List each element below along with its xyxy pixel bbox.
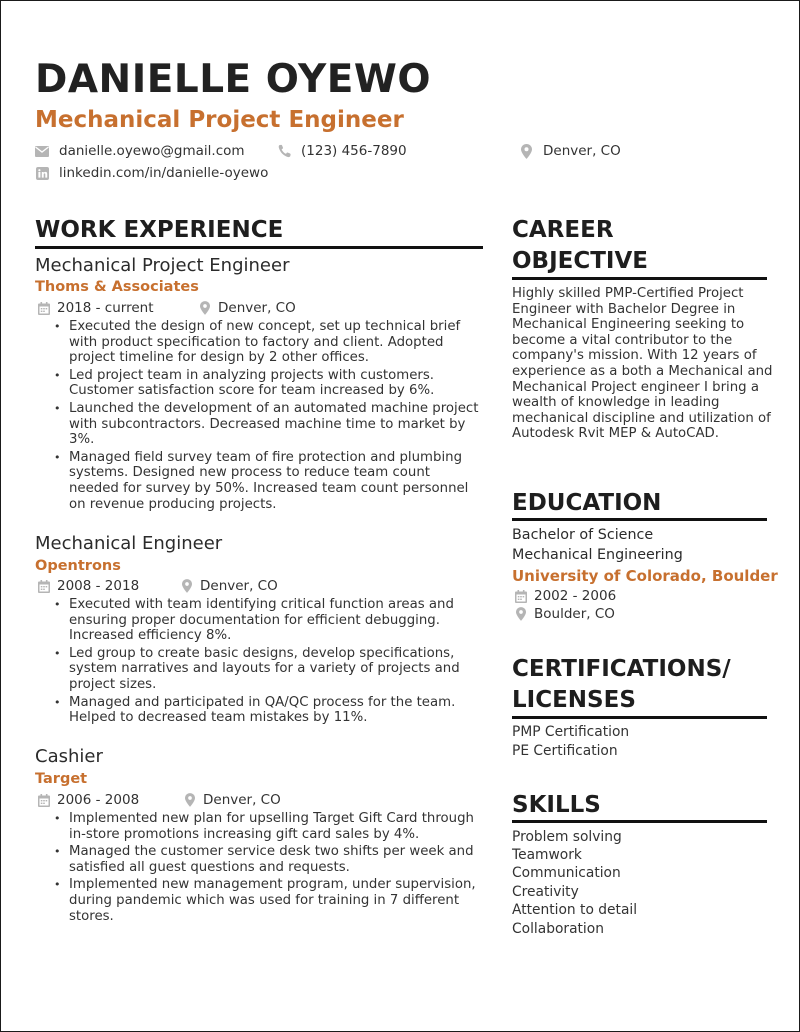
job-location-text: Denver, CO [200,578,278,594]
certifications-heading [512,654,731,716]
location-text: Denver, CO [543,143,621,159]
career-objective-divider [512,277,767,280]
skills-divider [512,820,767,823]
list-item: • Managed and participated in QA/QC process for the team. Helped to decreased team mistakes by 11%. [53,695,483,726]
list-item: • Implemented new management program, under supervision, during pandemic which was used for training in 7 different stores. [53,877,483,924]
skills-heading: SKILLS [512,792,601,818]
job-bullets [53,319,483,514]
calendar-icon [37,794,50,807]
certification-item: PMP Certification [512,724,630,740]
email-text: danielle.oyewo@gmail.com [59,143,245,159]
contact-email[interactable] [35,143,245,159]
objective-text: Highly skilled PMP-Certified Project Engineer with Bachelor Degree in Mechanical Engineering seeking to become a vital contributor to the company's mission. With 12 years of experience as a both a Mechanical and Mechanical Project engineer I bring a wealth of knowledge in leading mechanical discipline and utilization of Autodesk Rvit MEP & AutoCAD. [512,286,773,442]
job-dates [37,300,154,316]
job-bullets [53,811,483,926]
candidate-name: DANIELLE OYEWO [35,57,432,102]
job-company: Opentrons [35,558,121,574]
calendar-icon [37,302,50,315]
map-pin-icon [519,144,533,158]
education-location [514,606,615,622]
education-field: Mechanical Engineering [512,547,683,563]
certification-item: PE Certification [512,743,618,759]
map-pin-icon [183,794,196,807]
linkedin-icon [35,166,49,180]
work-experience-divider [35,246,483,249]
contact-phone[interactable] [277,143,407,159]
job-location-text: Denver, CO [203,792,281,808]
linkedin-text: linkedin.com/in/danielle-oyewo [59,165,269,181]
skill-item: Creativity [512,884,579,900]
job-title: Cashier [35,746,103,767]
certifications-divider [512,716,767,719]
job-dates [37,578,139,594]
education-divider [512,518,767,521]
job-company: Thoms & Associates [35,279,199,295]
education-dates [514,588,616,604]
contact-linkedin[interactable] [35,165,268,181]
skill-item: Communication [512,865,621,881]
job-dates-text: 2008 - 2018 [57,578,140,594]
envelope-icon [35,144,49,158]
skill-item: Problem solving [512,829,622,845]
heading-line: CAREER [512,217,614,243]
skill-item: Collaboration [512,921,604,937]
career-objective-heading [512,215,648,277]
education-degree: Bachelor of Science [512,527,654,543]
list-item: • Implemented new plan for upselling Target Gift Card through in-store promotions increasing gift card sales by 4%. [53,811,483,842]
list-item: • Executed with team identifying critical function areas and ensuring proper documentation for efficient debugging. Increased efficiency 8%. [53,597,483,644]
phone-icon [277,144,291,158]
candidate-title: Mechanical Project Engineer [35,107,404,133]
education-school: University of Colorado, Boulder [512,567,778,585]
list-item: • Led project team in analyzing projects with customers. Customer satisfaction score for team increased by 6%. [53,368,483,399]
job-bullets [53,597,483,728]
heading-line: CERTIFICATIONS/ [512,656,731,682]
job-title: Mechanical Project Engineer [35,255,290,276]
job-location-text: Denver, CO [218,300,296,316]
job-dates-text: 2006 - 2008 [57,792,140,808]
map-pin-icon [198,302,211,315]
job-location [198,300,296,316]
education-location-text: Boulder, CO [534,606,615,622]
job-company: Target [35,771,88,787]
job-title: Mechanical Engineer [35,533,223,554]
calendar-icon [514,590,527,603]
heading-line: LICENSES [512,687,636,713]
map-pin-icon [180,580,193,593]
list-item: • Managed the customer service desk two shifts per week and satisfied all guest questions and requests. [53,844,483,875]
list-item: • Executed the design of new concept, set up technical brief with product specification to factory and client. Adopted project timeline for design by 2 other offices. [53,319,483,366]
education-heading: EDUCATION [512,490,662,516]
work-experience-heading: WORK EXPERIENCE [35,217,284,243]
list-item: • Managed field survey team of fire protection and plumbing systems. Designed new process to reduce team count needed for survey by 50%. Increased team count personnel on revenue producing projects. [53,450,483,512]
job-location [183,792,281,808]
skill-item: Attention to detail [512,902,638,918]
map-pin-icon [514,608,527,621]
skill-item: Teamwork [512,847,582,863]
job-location [180,578,278,594]
heading-line: OBJECTIVE [512,248,648,274]
list-item: • Launched the development of an automated machine project with subcontractors. Decreased machine time to market by 3%. [53,401,483,448]
job-dates [37,792,139,808]
contact-location [519,143,621,159]
education-dates-text: 2002 - 2006 [534,588,617,604]
list-item: • Led group to create basic designs, develop specifications, system narratives and layouts for a variety of projects and project sizes. [53,646,483,693]
calendar-icon [37,580,50,593]
job-dates-text: 2018 - current [57,300,154,316]
phone-text: (123) 456-7890 [301,143,407,159]
